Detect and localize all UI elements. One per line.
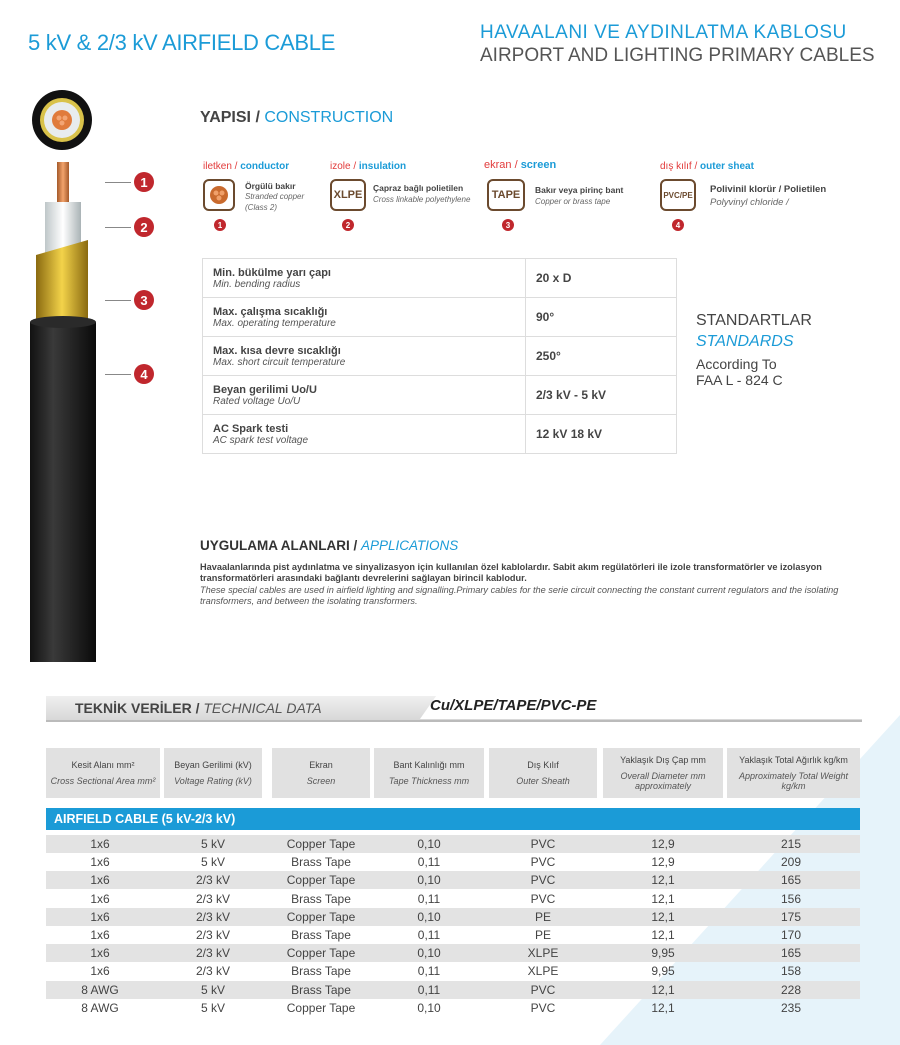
callout-line [105,300,131,301]
callout-1-badge: 1 [134,172,154,192]
table-cell: 165 [780,946,802,961]
table-cell: 215 [780,837,802,851]
pvc-pe-icon: PVC/PE [660,179,696,211]
table-row [46,999,860,1017]
xlpe-icon: XLPE [330,179,366,211]
label-en: screen [520,159,557,171]
table-cell: 5 kV [200,982,225,997]
component-desc-tr: Bakır veya pirinç bant [535,185,624,195]
component-insulation-label [330,161,406,172]
table-cell: 5 kV [200,837,225,851]
component-screen-label [484,159,556,171]
property-label-cell [203,337,526,376]
table-cell: 0,10 [417,946,441,961]
table-row [46,962,860,980]
component-desc-en: Cross linkable polyethylene [373,195,471,204]
label-en: conductor [240,161,290,172]
construction-heading-en: CONSTRUCTION [264,109,394,126]
category-title-en: AIRPORT AND LIGHTING PRIMARY CABLES [480,45,875,66]
properties-table [202,258,677,454]
table-cell: 175 [780,909,802,924]
label-tr: dış kılıf / [660,161,701,172]
technical-heading-en: TECHNICAL DATA [203,700,322,716]
table-cell: Copper Tape [286,873,356,888]
construction-heading [200,109,393,127]
table-cell: Copper Tape [286,946,356,961]
component-conductor-label [203,161,289,172]
table-cell: 2/3 kV [195,946,231,961]
column-header [727,748,860,798]
applications-text-tr: Havaalanlarında pist aydınlatma ve sinyalizasyon için kullanılan özel kablolardır. Sabit akım regülatörleri ile izole transformatörler ve izolasyon transformatörleri arasındaki bağlantı devrelerini sağlayan birincil kablodur. [200,562,822,583]
callout-line [105,227,131,228]
table-cell: 5 kV [200,855,225,870]
table-cell: 12,1 [651,1000,675,1015]
table-row [46,944,860,962]
table-cell: 9,95 [651,964,675,979]
table-cell: 235 [780,1000,802,1015]
table-cell: 12,1 [651,873,675,888]
table-cell: 158 [780,964,802,979]
column-header-tr: Ekran [309,760,333,770]
category-title-tr: HAVAALANI VE AYDINLATMA KABLOSU [480,22,847,43]
column-header [46,748,160,798]
table-cell: PVC [530,837,556,851]
standards-title-tr: STANDARTLAR [696,312,812,329]
table-cell: 1x6 [90,946,110,961]
column-header-en: Voltage Rating (kV) [174,776,252,786]
standards-block [696,312,812,388]
table-cell: 209 [780,855,802,870]
applications-heading [200,538,458,553]
property-label-cell [203,376,526,415]
table-row [46,853,860,871]
callout-line [105,182,131,183]
component-desc-en2: (Class 2) [245,203,278,212]
table-cell: 1x6 [90,964,110,979]
cable-group-label: AIRFIELD CABLE (5 kV-2/3 kV) [46,808,860,830]
column-header-en: Cross Sectional Area mm² [50,776,156,786]
component-number-badge: 4 [672,219,684,231]
table-cell: 0,11 [417,855,441,870]
property-label-cell [203,298,526,337]
property-label-cell [203,259,526,298]
table-cell: 165 [780,873,802,888]
table-cell: 1x6 [90,855,110,870]
tape-icon: TAPE [487,179,525,211]
table-cell: 0,11 [417,928,441,942]
callout-4-badge: 4 [134,364,154,384]
component-desc-en: Copper or brass tape [535,197,611,206]
table-cell: PVC [530,873,556,888]
column-header [603,748,723,798]
table-row [46,835,860,853]
component-number-badge: 3 [502,219,514,231]
table-cell: 8 AWG [81,982,119,997]
label-tr: ekran / [484,159,521,171]
property-row [203,376,677,415]
component-desc-en: Stranded copper [245,192,305,201]
label-tr: iletken / [203,161,241,172]
table-cell: 1x6 [90,891,110,906]
table-cell: 0,11 [417,891,441,906]
technical-heading-tr: TEKNİK VERİLER / [75,700,204,716]
applications-heading-en: APPLICATIONS [361,538,459,553]
cable-code: Cu/XLPE/TAPE/PVC-PE [430,697,597,714]
table-cell: Brass Tape [291,928,351,942]
table-cell: 170 [780,928,802,942]
column-header-tr: Beyan Gerilimi (kV) [174,760,252,770]
table-row [46,908,860,926]
component-number-badge: 1 [214,219,226,231]
table-cell: 0,11 [417,982,441,997]
property-label-cell [203,415,526,454]
table-cell: 0,10 [417,873,441,888]
table-cell: 12,1 [651,928,675,942]
column-header-tr: Yaklaşık Dış Çap mm [620,755,706,765]
label-en: insulation [358,161,407,172]
table-cell: 156 [780,891,802,906]
table-cell: 2/3 kV [195,891,231,906]
table-cell: 2/3 kV [195,964,231,979]
property-label-en: AC spark test voltage [213,434,309,446]
property-row [203,415,677,454]
table-cell: Copper Tape [286,837,356,851]
table-cell: XLPE [527,946,559,961]
property-label-tr: AC Spark testi [213,422,289,435]
column-header [489,748,597,798]
table-cell: Copper Tape [286,909,356,924]
table-row [46,981,860,999]
table-cell: PE [534,909,551,924]
table-cell: Brass Tape [291,982,351,997]
property-label-en: Min. bending radius [213,278,301,290]
table-cell: 0,10 [417,1000,441,1015]
property-value: 90° [526,298,677,337]
property-value: 250° [526,337,677,376]
table-cell: 0,10 [417,909,441,924]
label-tr: izole / [330,161,359,172]
component-desc-en: Polyvinyl chloride / [710,197,789,208]
table-cell: 12,1 [651,982,675,997]
applications-heading-tr: UYGULAMA ALANLARI / [200,538,361,553]
technical-data-heading [75,700,322,716]
table-cell: 12,1 [651,891,675,906]
table-cell: PVC [530,982,556,997]
table-cell: 1x6 [90,928,110,942]
property-label-en: Rated voltage Uo/U [213,395,301,407]
table-cell: 5 kV [200,1000,225,1015]
column-header-en: Tape Thickness mm [388,776,470,786]
table-cell: 9,95 [651,946,675,961]
table-cell: 12,9 [651,855,675,870]
cable-illustration [30,90,100,665]
table-cell: 2/3 kV [195,873,231,888]
property-value: 12 kV 18 kV [526,415,677,454]
table-cell: 12,9 [651,837,675,851]
callout-2-badge: 2 [134,217,154,237]
callout-line [105,374,131,375]
property-value: 20 x D [526,259,677,298]
table-cell: 12,1 [651,909,675,924]
column-header-tr: Bant Kalınlığı mm [393,760,465,770]
property-label-tr: Max. çalışma sıcaklığı [213,305,328,318]
table-row [46,890,860,908]
table-cell: 0,10 [417,837,441,851]
property-label-tr: Max. kısa devre sıcaklığı [213,344,341,357]
table-cell: PVC [530,1000,556,1015]
component-outer-sheat-label [660,161,754,172]
column-header-tr: Yaklaşık Total Ağırlık kg/km [739,755,848,765]
table-cell: 228 [780,982,802,997]
property-label-tr: Min. bükülme yarı çapı [213,266,331,279]
component-number-badge: 2 [342,219,354,231]
column-header [164,748,262,798]
column-header-en: Outer Sheath [516,776,570,786]
table-cell: Brass Tape [291,891,351,906]
column-header-en: Overall Diameter mm approximately [620,771,706,791]
standards-line2: FAA L - 824 C [696,372,783,388]
column-header-tr: Dış Kılıf [527,760,559,770]
table-cell: XLPE [527,964,559,979]
product-title: 5 kV & 2/3 kV AIRFIELD CABLE [28,30,336,55]
stranded-copper-icon [203,179,235,211]
column-header-tr: Kesit Alanı mm² [71,760,135,770]
callout-3-badge: 3 [134,290,154,310]
component-desc-tr: Örgülü bakır [245,181,296,191]
table-cell: 1x6 [90,837,110,851]
table-cell: PVC [530,855,556,870]
component-desc-tr: Çapraz bağlı polietilen [373,183,464,193]
column-header [272,748,370,798]
table-cell: 2/3 kV [195,909,231,924]
table-cell: Copper Tape [286,1000,356,1015]
table-cell: 8 AWG [81,1000,119,1015]
construction-heading-tr: YAPISI / [200,109,265,126]
table-row [46,926,860,944]
table-cell: 1x6 [90,873,110,888]
property-row [203,298,677,337]
label-en: outer sheat [700,161,754,172]
table-cell: PE [534,928,551,942]
column-header [374,748,484,798]
property-label-en: Max. short circuit temperature [213,356,346,368]
column-header-en: Screen [306,776,336,786]
column-header-en: Approximately Total Weight kg/km [738,771,849,791]
table-cell: 2/3 kV [195,928,231,942]
property-row [203,337,677,376]
table-row [46,871,860,889]
property-row [203,259,677,298]
table-cell: Brass Tape [291,964,351,979]
applications-text-en: These special cables are used in airfield lighting and signalling.Primary cables for the serie circuit connecting the constant current regulators and the isolating transformers, and between the isolating transformers. [200,585,839,606]
table-cell: 0,11 [417,964,441,979]
standards-line1: According To [696,356,777,372]
table-cell: Brass Tape [291,855,351,870]
table-cell: PVC [530,891,556,906]
property-label-en: Max. operating temperature [213,317,336,329]
property-label-tr: Beyan gerilimi Uo/U [213,383,317,396]
component-desc-tr: Polivinil klorür / Polietilen [710,184,827,195]
table-cell: 1x6 [90,909,110,924]
standards-title-en: STANDARDS [696,333,794,350]
property-value: 2/3 kV - 5 kV [526,376,677,415]
